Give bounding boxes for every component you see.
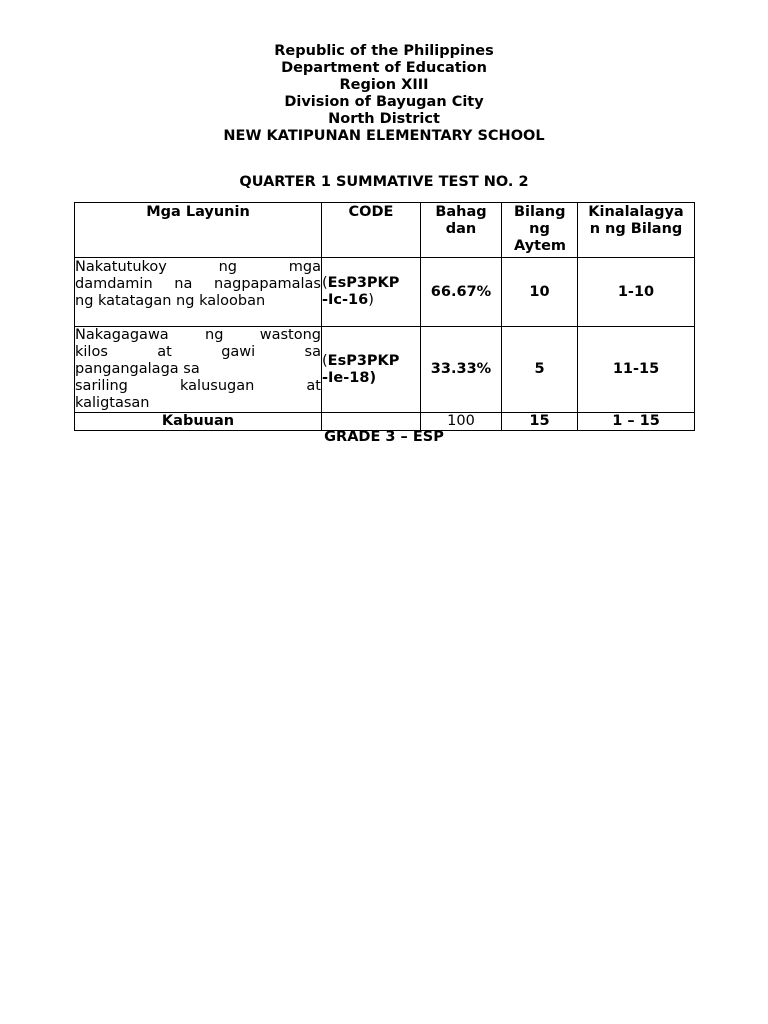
test-title: QUARTER 1 SUMMATIVE TEST NO. 2: [239, 174, 529, 190]
items-cell: 5: [502, 327, 578, 413]
objective-line: pangangalaga sa: [75, 361, 200, 377]
placement-cell: 11-15: [578, 327, 695, 413]
header-code: CODE: [322, 203, 421, 258]
objective-line: Nakagagawa ng wastong: [75, 327, 321, 343]
objective-line: kaligtasan: [75, 395, 150, 411]
objective-line: damdamin na nagpapamalas: [75, 276, 321, 292]
total-label: Kabuuan: [75, 413, 322, 431]
objective-cell: [75, 327, 322, 413]
header-line-department: Department of Education: [281, 60, 487, 76]
percent-cell: 33.33%: [421, 327, 502, 413]
code-open-paren: (: [322, 352, 328, 369]
objective-line: ng katatagan ng kalooban: [75, 293, 266, 309]
header-line-district: North District: [328, 111, 440, 127]
header-line-region: Region XIII: [339, 77, 429, 93]
items-cell: 10: [502, 258, 578, 327]
objective-cell: [75, 258, 322, 327]
table-header-row: [75, 203, 695, 258]
code-value: EsP3PKP: [327, 352, 400, 369]
total-row: [75, 413, 695, 431]
grade-subject-label: GRADE 3 – ESP: [324, 429, 444, 445]
code-open-paren: (: [322, 275, 328, 291]
header-line-school: NEW KATIPUNAN ELEMENTARY SCHOOL: [223, 128, 545, 144]
objective-line: Nakatutukoy ng mga: [75, 259, 321, 275]
header-line-republic: Republic of the Philippines: [274, 43, 494, 59]
code-close-paren: ): [368, 292, 374, 308]
table-row: [75, 327, 695, 413]
code-cell: [322, 327, 421, 413]
placement-cell: 1-10: [578, 258, 695, 327]
header-line-division: Division of Bayugan City: [284, 94, 484, 110]
code-value: EsP3PKP: [327, 275, 400, 291]
school-header: [0, 43, 768, 145]
objective-line: kilos at gawi sa: [75, 344, 321, 360]
header-percent: Bahag dan: [421, 203, 502, 258]
percent-cell: 66.67%: [421, 258, 502, 327]
code-value-cont: -Ie-18): [322, 369, 377, 386]
header-placement: Kinalalagyan ng Bilang: [578, 203, 695, 258]
objective-line: sariling kalusugan at: [75, 378, 321, 394]
total-percent: 100: [421, 413, 502, 431]
table-of-specifications: [74, 202, 695, 431]
total-placement: 1 – 15: [578, 413, 695, 431]
code-cell: [322, 258, 421, 327]
header-objectives: Mga Layunin: [75, 203, 322, 258]
total-items: 15: [502, 413, 578, 431]
header-items: Bilang ng Aytem: [502, 203, 578, 258]
total-code-cell: [322, 413, 421, 431]
code-value-cont: -Ic-16: [322, 292, 369, 308]
table-row: [75, 258, 695, 327]
